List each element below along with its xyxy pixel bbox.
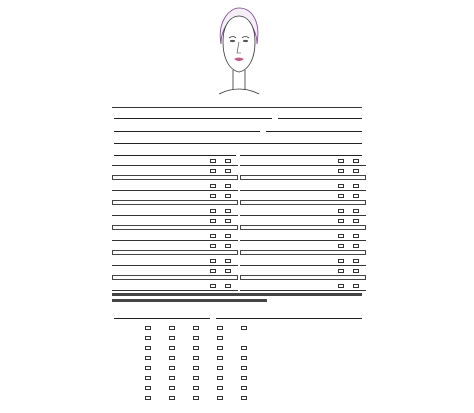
row-divider (240, 165, 366, 166)
option-checkbox[interactable] (169, 396, 175, 400)
grid-option[interactable] (238, 366, 262, 370)
option-checkbox[interactable] (210, 169, 216, 173)
row-divider (240, 190, 366, 191)
option-checkbox[interactable] (145, 346, 151, 350)
row-divider (240, 290, 366, 291)
row-divider (112, 165, 238, 166)
specify-field[interactable] (240, 225, 366, 230)
question-row (240, 268, 366, 274)
grid-row (112, 394, 362, 401)
option-checkbox[interactable] (225, 209, 231, 213)
grid-option[interactable] (190, 326, 214, 330)
specify-field[interactable] (240, 175, 366, 180)
option-checkbox[interactable] (193, 396, 199, 400)
question-row (240, 193, 366, 199)
field-line (114, 155, 236, 156)
row-divider (240, 240, 366, 241)
option-checkbox[interactable] (241, 356, 247, 360)
option-checkbox[interactable] (210, 184, 216, 188)
option-checkbox[interactable] (225, 169, 231, 173)
field-row-1-right[interactable] (276, 111, 362, 120)
field-line (216, 318, 362, 319)
option-checkbox[interactable] (241, 376, 247, 380)
question-row (240, 183, 366, 189)
field-row-4-right[interactable] (238, 148, 362, 157)
question-row (112, 243, 238, 249)
option-checkbox[interactable] (169, 386, 175, 390)
questions-left-column (112, 158, 238, 293)
disclaimer-line (112, 293, 362, 296)
option-checkbox[interactable] (353, 244, 359, 248)
specify-field[interactable] (112, 250, 238, 255)
grid-option[interactable] (166, 396, 190, 400)
option-checkbox[interactable] (145, 356, 151, 360)
option-checkbox[interactable] (217, 386, 223, 390)
option-checkbox[interactable] (193, 326, 199, 330)
grid-option[interactable] (214, 346, 238, 350)
grid-row (112, 324, 362, 331)
option-checkbox[interactable] (353, 184, 359, 188)
option-checkbox[interactable] (145, 376, 151, 380)
question-row (112, 168, 238, 174)
field-row-1-left[interactable] (112, 111, 272, 120)
grid-option[interactable] (190, 336, 214, 340)
option-checkbox[interactable] (193, 366, 199, 370)
option-checkbox[interactable] (145, 386, 151, 390)
grid-row (112, 354, 362, 361)
signature-row-right[interactable] (214, 311, 362, 320)
specify-field[interactable] (240, 200, 366, 205)
option-checkbox[interactable] (145, 336, 151, 340)
disclaimer-line (112, 299, 267, 302)
option-checkbox[interactable] (225, 184, 231, 188)
option-checkbox[interactable] (241, 366, 247, 370)
option-checkbox[interactable] (241, 326, 247, 330)
grid-option[interactable] (142, 326, 166, 330)
field-line (114, 318, 210, 319)
option-checkbox[interactable] (338, 244, 344, 248)
question-row (112, 233, 238, 239)
row-divider (112, 290, 238, 291)
field-row-2-right[interactable] (264, 124, 362, 133)
option-checkbox[interactable] (210, 244, 216, 248)
field-row-2-left[interactable] (112, 124, 260, 133)
grid-row (112, 344, 362, 351)
option-checkbox[interactable] (338, 209, 344, 213)
option-checkbox[interactable] (169, 356, 175, 360)
grid-option[interactable] (214, 396, 238, 400)
option-checkbox[interactable] (241, 386, 247, 390)
option-checkbox[interactable] (225, 269, 231, 273)
field-line (114, 118, 272, 119)
grid-option[interactable] (214, 386, 238, 390)
option-checkbox[interactable] (210, 219, 216, 223)
grid-option[interactable] (190, 366, 214, 370)
option-checkbox[interactable] (217, 336, 223, 340)
row-divider (112, 265, 238, 266)
grid-option[interactable] (142, 346, 166, 350)
grid-option[interactable] (142, 356, 166, 360)
grid-option[interactable] (166, 366, 190, 370)
option-checkbox[interactable] (338, 284, 344, 288)
question-row (240, 233, 366, 239)
grid-row (112, 374, 362, 381)
specify-field[interactable] (112, 275, 238, 280)
grid-option[interactable] (238, 376, 262, 380)
specify-field[interactable] (112, 175, 238, 180)
option-checkbox[interactable] (210, 234, 216, 238)
question-row (112, 283, 238, 289)
grid-option[interactable] (166, 336, 190, 340)
specify-field[interactable] (240, 275, 366, 280)
grid-option[interactable] (166, 356, 190, 360)
field-line (114, 131, 260, 132)
option-checkbox[interactable] (353, 209, 359, 213)
option-checkbox[interactable] (338, 169, 344, 173)
question-row (240, 168, 366, 174)
option-checkbox[interactable] (338, 219, 344, 223)
specify-field[interactable] (112, 225, 238, 230)
option-checkbox[interactable] (210, 284, 216, 288)
option-checkbox[interactable] (225, 219, 231, 223)
option-checkbox[interactable] (225, 234, 231, 238)
face-illustration (213, 4, 265, 96)
option-checkbox[interactable] (353, 284, 359, 288)
question-row (112, 218, 238, 224)
question-row (112, 258, 238, 264)
option-checkbox[interactable] (353, 194, 359, 198)
option-checkbox[interactable] (210, 159, 216, 163)
grid-option[interactable] (190, 346, 214, 350)
grid-option[interactable] (166, 326, 190, 330)
grid-option[interactable] (142, 386, 166, 390)
option-checkbox[interactable] (225, 259, 231, 263)
grid-option[interactable] (238, 396, 262, 400)
grid-option[interactable] (214, 376, 238, 380)
grid-option[interactable] (214, 356, 238, 360)
option-checkbox[interactable] (210, 194, 216, 198)
row-divider (240, 215, 366, 216)
option-checkbox[interactable] (225, 244, 231, 248)
grid-option[interactable] (238, 326, 262, 330)
option-checkbox[interactable] (353, 269, 359, 273)
option-checkbox[interactable] (353, 219, 359, 223)
option-checkbox[interactable] (241, 396, 247, 400)
specify-field[interactable] (240, 250, 366, 255)
option-checkbox[interactable] (193, 376, 199, 380)
option-checkbox[interactable] (145, 326, 151, 330)
question-row (112, 158, 238, 164)
option-checkbox[interactable] (169, 326, 175, 330)
form-title (130, 93, 344, 107)
grid-option[interactable] (214, 326, 238, 330)
signature-row-left[interactable] (112, 311, 210, 320)
grid-option[interactable] (142, 336, 166, 340)
option-checkbox[interactable] (338, 269, 344, 273)
question-row (240, 243, 366, 249)
grid-option[interactable] (166, 386, 190, 390)
grid-option[interactable] (238, 356, 262, 360)
characteristics-grid (112, 324, 362, 410)
option-checkbox[interactable] (338, 184, 344, 188)
row-divider (112, 215, 238, 216)
grid-option[interactable] (190, 356, 214, 360)
question-row (240, 208, 366, 214)
grid-option[interactable] (214, 336, 238, 340)
grid-row (112, 334, 362, 341)
grid-option[interactable] (142, 396, 166, 400)
option-checkbox[interactable] (210, 259, 216, 263)
field-line (278, 118, 362, 119)
option-checkbox[interactable] (193, 356, 199, 360)
question-row (240, 158, 366, 164)
option-checkbox[interactable] (210, 209, 216, 213)
option-checkbox[interactable] (217, 356, 223, 360)
question-row (112, 183, 238, 189)
question-row (112, 208, 238, 214)
disclaimer-block (112, 293, 362, 307)
grid-option[interactable] (190, 396, 214, 400)
option-checkbox[interactable] (169, 366, 175, 370)
field-row-3[interactable] (112, 136, 362, 145)
option-checkbox[interactable] (169, 336, 175, 340)
question-row (112, 268, 238, 274)
field-row-4-left[interactable] (112, 148, 236, 157)
option-checkbox[interactable] (217, 346, 223, 350)
row-divider (112, 190, 238, 191)
row-divider (240, 265, 366, 266)
option-checkbox[interactable] (193, 336, 199, 340)
question-row (240, 258, 366, 264)
option-checkbox[interactable] (225, 284, 231, 288)
option-checkbox[interactable] (241, 346, 247, 350)
grid-row (112, 384, 362, 391)
option-checkbox[interactable] (193, 386, 199, 390)
option-checkbox[interactable] (353, 169, 359, 173)
questions-right-column (240, 158, 366, 293)
grid-option[interactable] (214, 366, 238, 370)
option-checkbox[interactable] (145, 366, 151, 370)
option-checkbox[interactable] (353, 259, 359, 263)
row-divider (112, 240, 238, 241)
field-line (114, 143, 362, 144)
grid-row (112, 364, 362, 371)
option-checkbox[interactable] (169, 376, 175, 380)
grid-option[interactable] (166, 346, 190, 350)
option-checkbox[interactable] (217, 326, 223, 330)
grid-option[interactable] (142, 366, 166, 370)
grid-option[interactable] (190, 386, 214, 390)
option-checkbox[interactable] (217, 396, 223, 400)
option-checkbox[interactable] (145, 396, 151, 400)
field-line (266, 131, 362, 132)
grid-option[interactable] (190, 376, 214, 380)
grid-option[interactable] (166, 376, 190, 380)
grid-option[interactable] (238, 386, 262, 390)
specify-field[interactable] (112, 200, 238, 205)
option-checkbox[interactable] (338, 159, 344, 163)
question-row (112, 193, 238, 199)
option-checkbox[interactable] (338, 234, 344, 238)
option-checkbox[interactable] (217, 366, 223, 370)
question-row (240, 218, 366, 224)
option-checkbox[interactable] (225, 159, 231, 163)
option-checkbox[interactable] (338, 194, 344, 198)
option-checkbox[interactable] (353, 234, 359, 238)
option-checkbox[interactable] (353, 159, 359, 163)
option-checkbox[interactable] (210, 269, 216, 273)
option-checkbox[interactable] (225, 194, 231, 198)
grid-option[interactable] (238, 346, 262, 350)
title-underline (112, 107, 362, 108)
field-line (240, 155, 362, 156)
option-checkbox[interactable] (193, 346, 199, 350)
grid-option[interactable] (142, 376, 166, 380)
option-checkbox[interactable] (338, 259, 344, 263)
option-checkbox[interactable] (169, 346, 175, 350)
option-checkbox[interactable] (217, 376, 223, 380)
question-row (240, 283, 366, 289)
